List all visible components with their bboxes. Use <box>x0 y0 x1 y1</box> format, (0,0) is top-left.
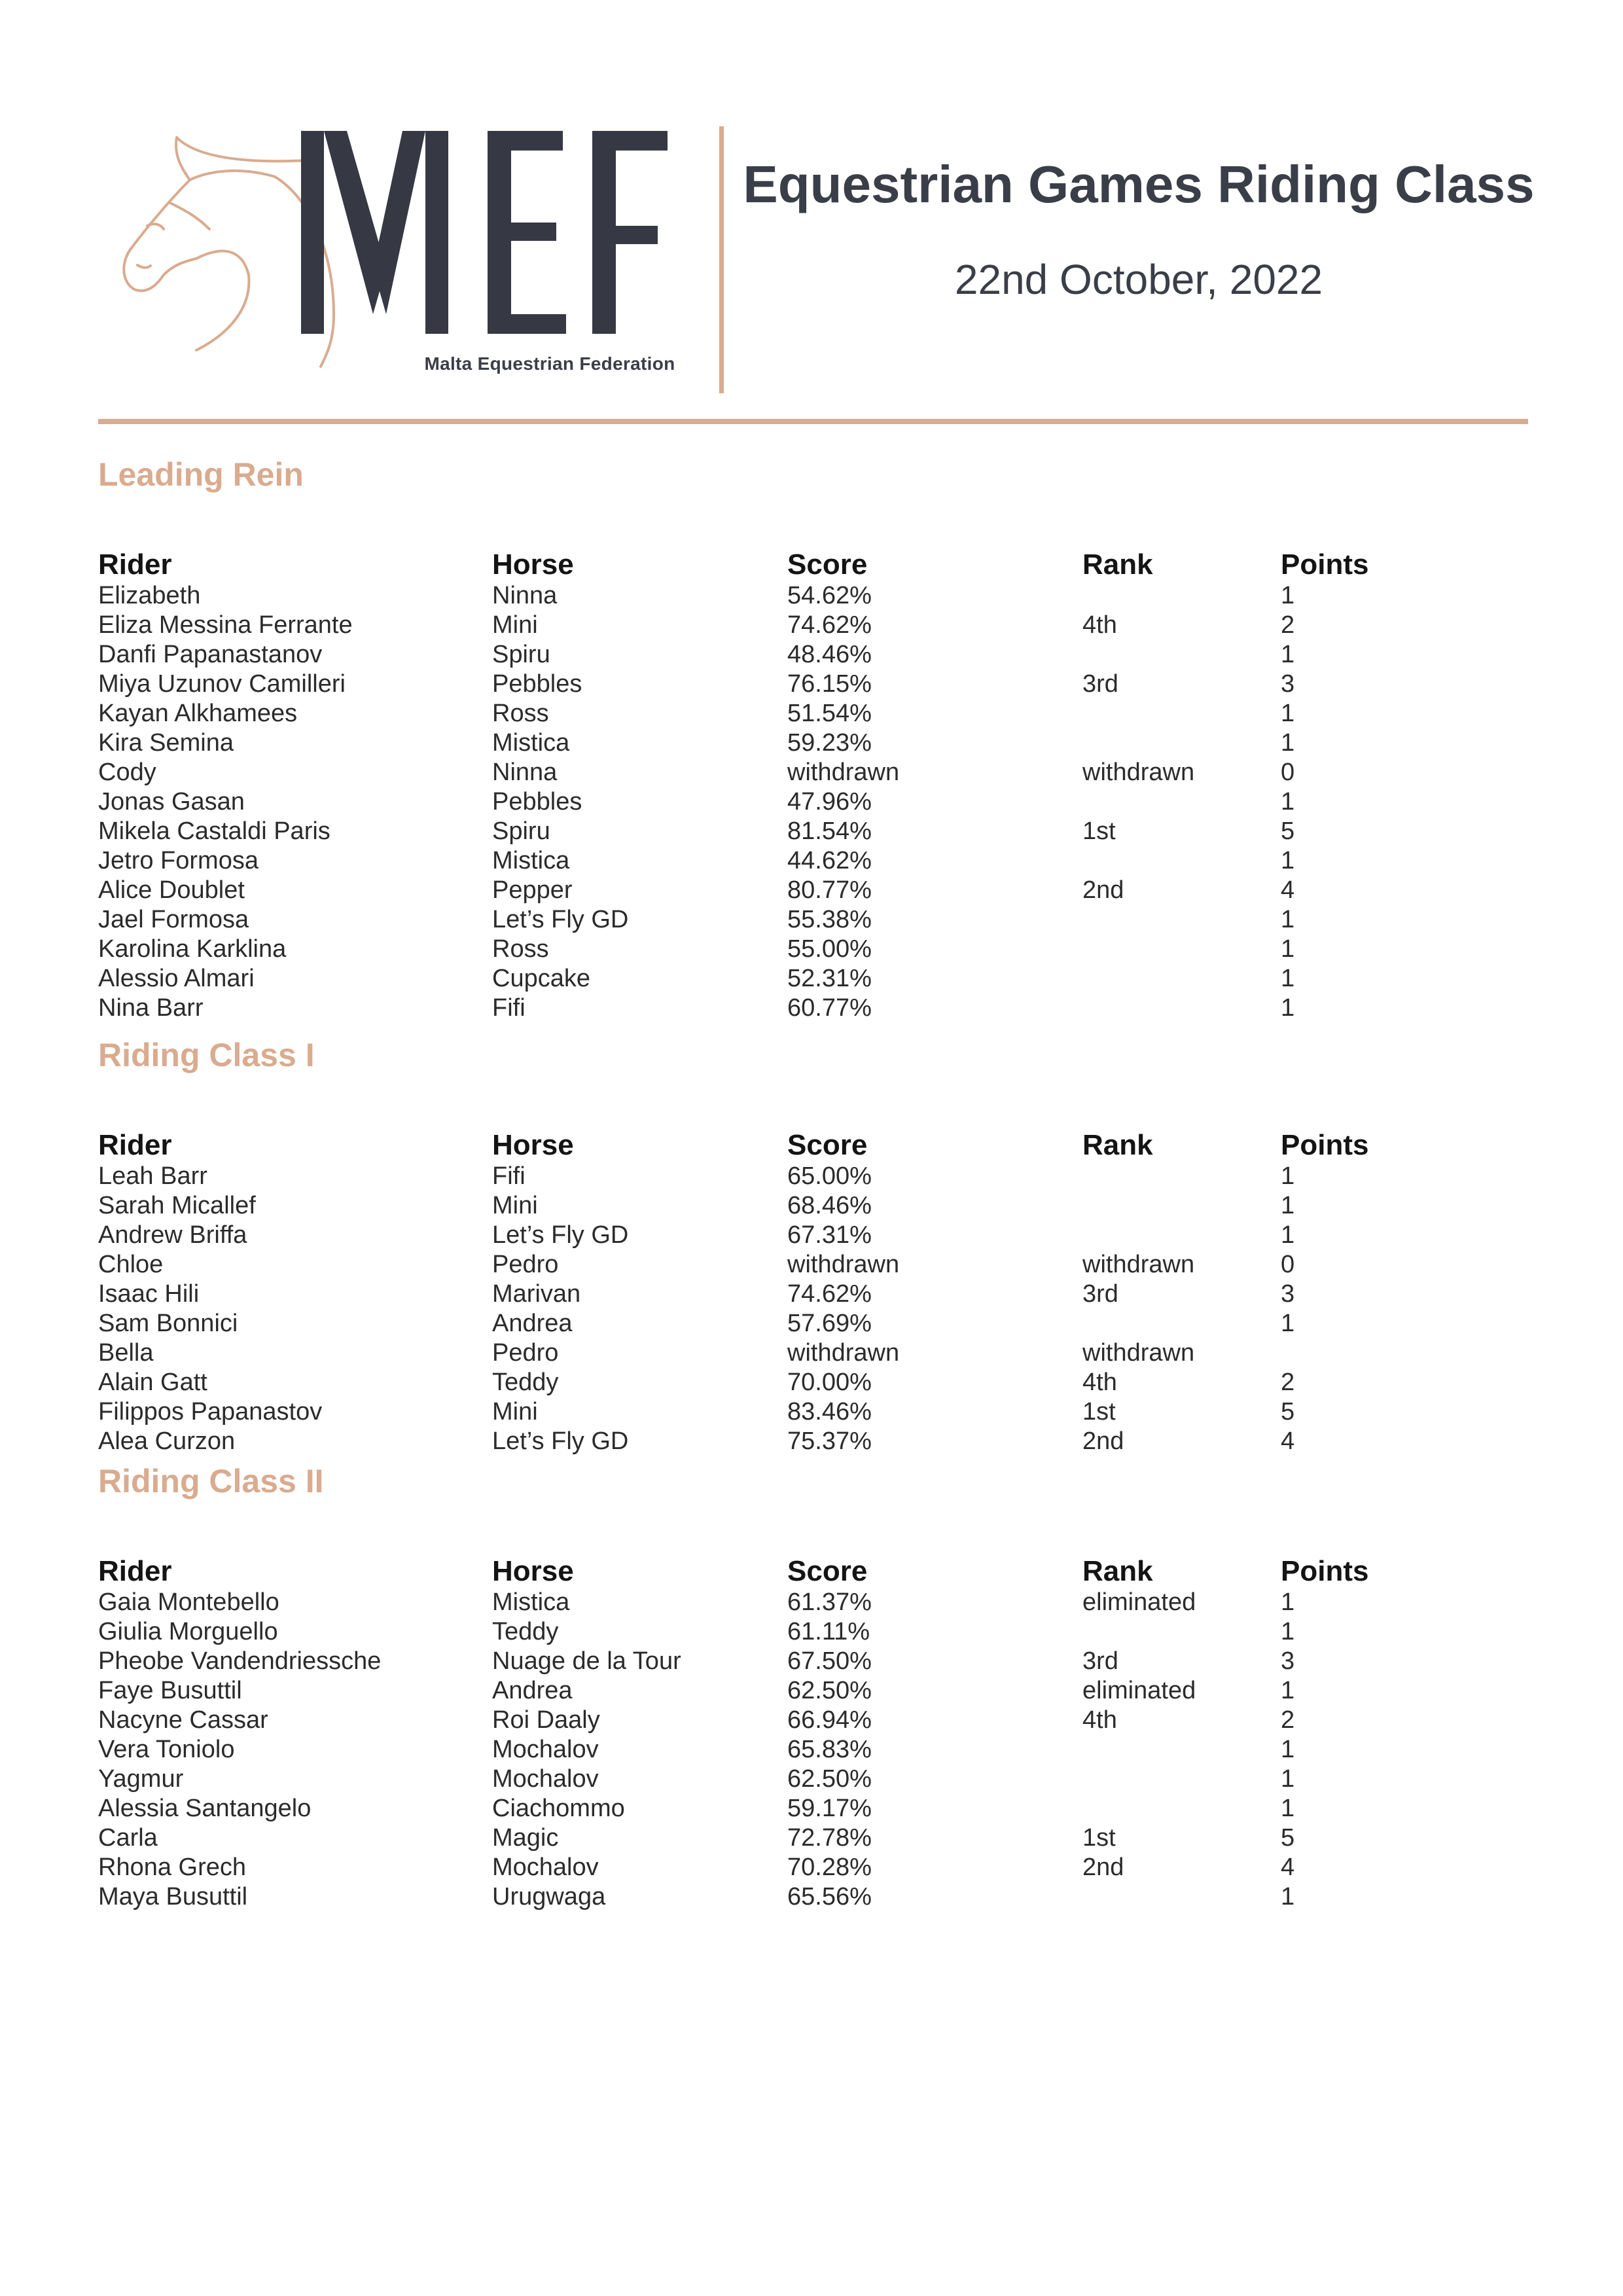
horse-cell: Spiru <box>492 641 550 668</box>
rank-cell: 2nd <box>1082 1854 1124 1881</box>
rider-cell: Maya Busuttil <box>98 1883 248 1910</box>
score-cell: withdrawn <box>787 1339 900 1367</box>
points-cell: 1 <box>1281 729 1295 757</box>
table-row <box>98 1882 1528 1912</box>
points-cell: 2 <box>1281 1369 1295 1396</box>
rider-cell: Nacyne Cassar <box>98 1706 268 1734</box>
header-divider <box>719 126 724 393</box>
points-cell: 1 <box>1281 935 1295 963</box>
score-cell: 52.31% <box>787 965 872 992</box>
rider-cell: Danfi Papanastanov <box>98 641 323 668</box>
points-cell: 2 <box>1281 611 1295 639</box>
table-row <box>98 1617 1528 1647</box>
table-row <box>98 1250 1528 1280</box>
points-cell: 0 <box>1281 759 1295 786</box>
table-row <box>98 1588 1528 1617</box>
column-header-score: Score <box>787 548 868 581</box>
table-row <box>98 787 1528 817</box>
score-cell: 48.46% <box>787 641 872 668</box>
section-riding-class-1 <box>98 1032 1528 1456</box>
horse-cell: Cupcake <box>492 965 590 992</box>
rider-cell: Filippos Papanastov <box>98 1398 323 1426</box>
rider-cell: Faye Busuttil <box>98 1677 242 1704</box>
rider-cell: Cody <box>98 759 156 786</box>
rider-cell: Giulia Morguello <box>98 1618 278 1645</box>
rider-cell: Sarah Micallef <box>98 1192 256 1219</box>
column-header-horse: Horse <box>492 1129 574 1161</box>
rank-cell: 3rd <box>1082 1280 1118 1308</box>
table-row <box>98 1338 1528 1368</box>
score-cell: 65.00% <box>787 1162 872 1190</box>
horse-cell: Let’s Fly GD <box>492 906 629 933</box>
table-row <box>98 846 1528 876</box>
points-cell: 1 <box>1281 965 1295 992</box>
column-header-score: Score <box>787 1129 868 1161</box>
points-cell: 1 <box>1281 1310 1295 1337</box>
rider-cell: Jael Formosa <box>98 906 249 933</box>
rider-cell: Gaia Montebello <box>98 1588 279 1616</box>
rider-cell: Jonas Gasan <box>98 788 245 816</box>
score-cell: 83.46% <box>787 1398 872 1426</box>
table-row <box>98 1162 1528 1191</box>
rank-cell <box>1082 905 1281 935</box>
table-row <box>98 699 1528 728</box>
rank-cell <box>1082 728 1281 758</box>
table-row <box>98 994 1528 1023</box>
results-table <box>98 548 1528 1023</box>
rider-cell: Sam Bonnici <box>98 1310 238 1337</box>
section-leading-rein <box>98 452 1528 1023</box>
table-row <box>98 1309 1528 1338</box>
rank-cell <box>1082 1221 1281 1250</box>
rider-cell: Isaac Hili <box>98 1280 200 1308</box>
table-row <box>98 1853 1528 1882</box>
score-cell: 61.37% <box>787 1588 872 1616</box>
horse-cell: Mochalov <box>492 1854 599 1881</box>
rider-cell: Vera Toniolo <box>98 1736 235 1763</box>
table-row <box>98 1221 1528 1250</box>
points-cell: 1 <box>1281 1883 1295 1910</box>
horse-cell: Urugwaga <box>492 1883 606 1910</box>
rank-cell: eliminated <box>1082 1588 1196 1616</box>
rank-cell <box>1082 964 1281 994</box>
score-cell: 72.78% <box>787 1824 872 1852</box>
points-cell <box>1281 1338 1528 1368</box>
table-row <box>98 1735 1528 1765</box>
column-header-rank: Rank <box>1082 548 1153 581</box>
page-title: Equestrian Games Riding Class <box>743 155 1535 213</box>
rank-cell <box>1082 1617 1281 1647</box>
score-cell: 47.96% <box>787 788 872 816</box>
horse-head-icon <box>111 118 687 393</box>
rank-cell <box>1082 994 1281 1023</box>
horse-cell: Fifi <box>492 994 526 1022</box>
score-cell: 67.31% <box>787 1221 872 1249</box>
column-header-points: Points <box>1281 548 1369 581</box>
rider-cell: Mikela Castaldi Paris <box>98 817 330 845</box>
rank-cell: 3rd <box>1082 1647 1118 1675</box>
horse-cell: Ross <box>492 935 549 963</box>
score-cell: withdrawn <box>787 1251 900 1278</box>
score-cell: 67.50% <box>787 1647 872 1675</box>
column-header-horse: Horse <box>492 1555 574 1587</box>
score-cell: 44.62% <box>787 847 872 874</box>
horse-cell: Marivan <box>492 1280 581 1308</box>
score-cell: 68.46% <box>787 1192 872 1219</box>
rank-cell: withdrawn <box>1082 1339 1195 1367</box>
rank-cell <box>1082 846 1281 876</box>
horse-cell: Roi Daaly <box>492 1706 600 1734</box>
table-row <box>98 1794 1528 1823</box>
section-title: Riding Class I <box>98 1037 315 1073</box>
rank-cell: 4th <box>1082 1369 1117 1396</box>
rank-cell: 2nd <box>1082 1427 1124 1455</box>
table-row <box>98 1427 1528 1456</box>
table-row <box>98 876 1528 905</box>
rider-cell: Elizabeth <box>98 582 201 609</box>
rank-cell: 1st <box>1082 1824 1116 1852</box>
score-cell: 61.11% <box>787 1618 870 1645</box>
horse-cell: Nuage de la Tour <box>492 1647 681 1675</box>
section-title: Riding Class II <box>98 1463 324 1499</box>
table-row <box>98 1397 1528 1427</box>
table-row <box>98 670 1528 699</box>
column-header-score: Score <box>787 1555 868 1587</box>
rider-cell: Alessio Almari <box>98 965 255 992</box>
table-row <box>98 758 1528 787</box>
rank-cell: 4th <box>1082 611 1117 639</box>
table-row <box>98 1765 1528 1794</box>
rider-cell: Eliza Messina Ferrante <box>98 611 353 639</box>
points-cell: 1 <box>1281 582 1295 609</box>
points-cell: 5 <box>1281 1398 1295 1426</box>
rank-cell <box>1082 1765 1281 1794</box>
rider-cell: Alain Gatt <box>98 1369 207 1396</box>
points-cell: 1 <box>1281 1736 1295 1763</box>
column-header-rider: Rider <box>98 1129 172 1161</box>
horse-cell: Ciachommo <box>492 1795 625 1822</box>
page-header <box>0 0 1623 432</box>
score-cell: 81.54% <box>787 817 872 845</box>
rider-cell: Pheobe Vandendriessche <box>98 1647 382 1675</box>
rank-cell <box>1082 1735 1281 1765</box>
rank-cell: 1st <box>1082 1398 1116 1426</box>
score-cell: 70.28% <box>787 1854 872 1881</box>
score-cell: 51.54% <box>787 700 872 727</box>
rank-cell: withdrawn <box>1082 1251 1195 1278</box>
horse-cell: Andrea <box>492 1310 573 1337</box>
score-cell: 70.00% <box>787 1369 872 1396</box>
results-table <box>98 1555 1528 1912</box>
horse-cell: Mistica <box>492 1588 570 1616</box>
points-cell: 1 <box>1281 1677 1295 1704</box>
points-cell: 0 <box>1281 1251 1295 1278</box>
score-cell: 55.00% <box>787 935 872 963</box>
rider-cell: Jetro Formosa <box>98 847 259 874</box>
rider-cell: Karolina Karklina <box>98 935 287 963</box>
score-cell: 57.69% <box>787 1310 872 1337</box>
table-row <box>98 1191 1528 1221</box>
points-cell: 2 <box>1281 1706 1295 1734</box>
rank-cell <box>1082 640 1281 670</box>
mef-logo <box>111 118 687 393</box>
horse-cell: Pebbles <box>492 788 582 816</box>
table-row <box>98 728 1528 758</box>
rider-cell: Miya Uzunov Camilleri <box>98 670 346 698</box>
score-cell: 60.77% <box>787 994 872 1022</box>
rider-cell: Alea Curzon <box>98 1427 236 1455</box>
rank-cell <box>1082 1882 1281 1912</box>
rider-cell: Alessia Santangelo <box>98 1795 312 1822</box>
horse-cell: Mini <box>492 611 538 639</box>
score-cell: 80.77% <box>787 876 872 904</box>
rider-cell: Chloe <box>98 1251 164 1278</box>
horse-cell: Teddy <box>492 1369 559 1396</box>
horse-cell: Teddy <box>492 1618 559 1645</box>
table-row <box>98 1647 1528 1676</box>
score-cell: 74.62% <box>787 1280 872 1308</box>
table-row <box>98 611 1528 640</box>
score-cell: withdrawn <box>787 759 900 786</box>
points-cell: 1 <box>1281 847 1295 874</box>
score-cell: 62.50% <box>787 1765 872 1793</box>
horse-cell: Fifi <box>492 1162 526 1190</box>
rider-cell: Nina Barr <box>98 994 204 1022</box>
rank-cell: 2nd <box>1082 876 1124 904</box>
column-header-rider: Rider <box>98 548 172 581</box>
column-header-rank: Rank <box>1082 1129 1153 1161</box>
horse-cell: Ninna <box>492 582 558 609</box>
section-riding-class-2 <box>98 1458 1528 1912</box>
horse-cell: Pedro <box>492 1251 559 1278</box>
table-row <box>98 581 1528 611</box>
score-cell: 54.62% <box>787 582 872 609</box>
table-row <box>98 1280 1528 1309</box>
column-header-rider: Rider <box>98 1555 172 1587</box>
score-cell: 59.23% <box>787 729 872 757</box>
table-row <box>98 905 1528 935</box>
points-cell: 1 <box>1281 1795 1295 1822</box>
horse-cell: Ninna <box>492 759 558 786</box>
horse-cell: Andrea <box>492 1677 573 1704</box>
score-cell: 66.94% <box>787 1706 872 1734</box>
horse-cell: Pebbles <box>492 670 582 698</box>
rank-cell <box>1082 581 1281 611</box>
event-date: 22nd October, 2022 <box>954 256 1323 303</box>
points-cell: 1 <box>1281 1588 1295 1616</box>
rank-cell <box>1082 1794 1281 1823</box>
horse-cell: Mochalov <box>492 1736 599 1763</box>
score-cell: 76.15% <box>787 670 872 698</box>
column-header-rank: Rank <box>1082 1555 1153 1587</box>
rank-cell: 4th <box>1082 1706 1117 1734</box>
table-row <box>98 1823 1528 1853</box>
score-cell: 59.17% <box>787 1795 872 1822</box>
score-cell: 55.38% <box>787 906 872 933</box>
table-header-row <box>98 1555 1528 1588</box>
section-title: Leading Rein <box>98 456 304 493</box>
rider-cell: Leah Barr <box>98 1162 207 1190</box>
horse-cell: Pepper <box>492 876 573 904</box>
column-header-points: Points <box>1281 1129 1369 1161</box>
table-row <box>98 935 1528 964</box>
rider-cell: Yagmur <box>98 1765 184 1793</box>
results-table <box>98 1129 1528 1456</box>
horse-cell: Mochalov <box>492 1765 599 1793</box>
points-cell: 1 <box>1281 1192 1295 1219</box>
logo-caption: Malta Equestrian Federation <box>424 353 675 374</box>
score-cell: 74.62% <box>787 611 872 639</box>
points-cell: 1 <box>1281 994 1295 1022</box>
points-cell: 1 <box>1281 1765 1295 1793</box>
horse-cell: Mini <box>492 1398 538 1426</box>
horse-cell: Mini <box>492 1192 538 1219</box>
rider-cell: Rhona Grech <box>98 1854 247 1881</box>
points-cell: 1 <box>1281 906 1295 933</box>
points-cell: 3 <box>1281 670 1295 698</box>
table-row <box>98 1368 1528 1397</box>
horse-cell: Let’s Fly GD <box>492 1221 629 1249</box>
rider-cell: Carla <box>98 1824 158 1852</box>
points-cell: 1 <box>1281 700 1295 727</box>
table-row <box>98 1706 1528 1735</box>
points-cell: 5 <box>1281 1824 1295 1852</box>
points-cell: 1 <box>1281 788 1295 816</box>
horse-cell: Spiru <box>492 817 550 845</box>
table-header-row <box>98 548 1528 581</box>
rider-cell: Andrew Briffa <box>98 1221 247 1249</box>
points-cell: 4 <box>1281 876 1295 904</box>
rank-cell <box>1082 787 1281 817</box>
rider-cell: Kayan Alkhamees <box>98 700 298 727</box>
score-cell: 65.83% <box>787 1736 872 1763</box>
column-header-horse: Horse <box>492 548 574 581</box>
horse-cell: Ross <box>492 700 549 727</box>
rank-cell: eliminated <box>1082 1677 1196 1704</box>
points-cell: 3 <box>1281 1647 1295 1675</box>
points-cell: 4 <box>1281 1854 1295 1881</box>
rider-cell: Alice Doublet <box>98 876 245 904</box>
points-cell: 1 <box>1281 1221 1295 1249</box>
horse-cell: Pedro <box>492 1339 559 1367</box>
header-rule <box>98 419 1528 424</box>
table-row <box>98 640 1528 670</box>
points-cell: 3 <box>1281 1280 1295 1308</box>
points-cell: 1 <box>1281 1618 1295 1645</box>
table-header-row <box>98 1129 1528 1162</box>
rank-cell <box>1082 699 1281 728</box>
column-header-points: Points <box>1281 1555 1369 1587</box>
table-row <box>98 817 1528 846</box>
horse-cell: Let’s Fly GD <box>492 1427 629 1455</box>
points-cell: 4 <box>1281 1427 1295 1455</box>
rank-cell <box>1082 1309 1281 1338</box>
score-cell: 65.56% <box>787 1883 872 1910</box>
rider-cell: Kira Semina <box>98 729 234 757</box>
table-row <box>98 1676 1528 1706</box>
rank-cell: 3rd <box>1082 670 1118 698</box>
horse-cell: Mistica <box>492 847 570 874</box>
points-cell: 1 <box>1281 1162 1295 1190</box>
rank-cell <box>1082 1191 1281 1221</box>
rank-cell <box>1082 1162 1281 1191</box>
rank-cell: withdrawn <box>1082 759 1195 786</box>
horse-cell: Magic <box>492 1824 559 1852</box>
rider-cell: Bella <box>98 1339 154 1367</box>
rank-cell <box>1082 935 1281 964</box>
points-cell: 1 <box>1281 641 1295 668</box>
rank-cell: 1st <box>1082 817 1116 845</box>
points-cell: 5 <box>1281 817 1295 845</box>
score-cell: 75.37% <box>787 1427 872 1455</box>
horse-cell: Mistica <box>492 729 570 757</box>
score-cell: 62.50% <box>787 1677 872 1704</box>
table-row <box>98 964 1528 994</box>
